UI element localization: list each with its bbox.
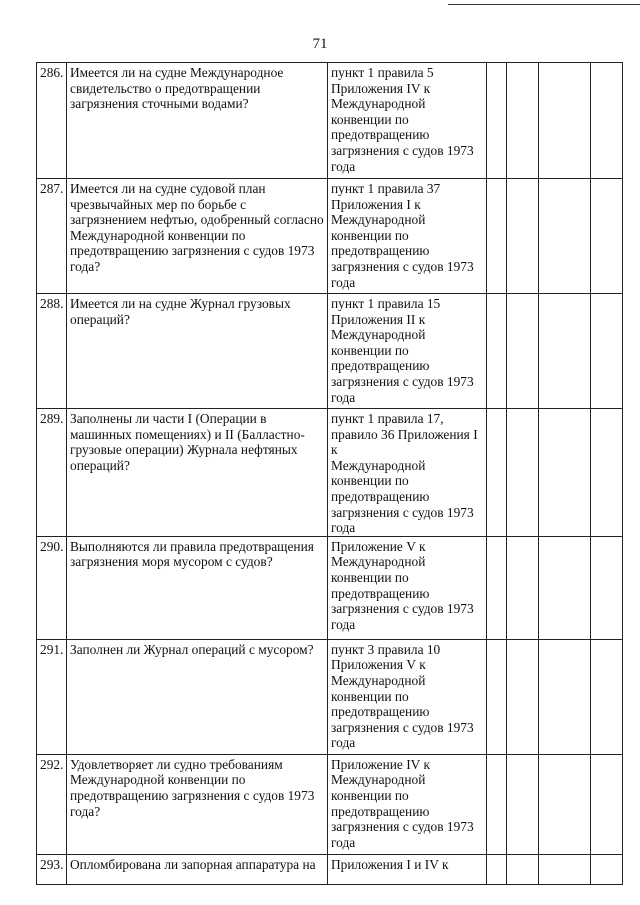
mark-cell [487, 854, 507, 884]
row-reference: пункт 1 правила 5 Приложения IV к Международной конвенции по предотвращению загрязнения с судов 1973 года [328, 63, 487, 179]
mark-cell [507, 409, 539, 537]
table-row [37, 639, 623, 754]
mark-cell [487, 294, 507, 409]
mark-cell [487, 179, 507, 294]
table-row [37, 294, 623, 409]
row-reference: Приложения I и IV к [328, 854, 487, 884]
row-question: Удовлетворяет ли судно требованиям Международной конвенции по предотвращению загрязнения с судов 1973 года? [67, 754, 328, 854]
row-number: 292. [37, 754, 67, 854]
table-row [37, 63, 623, 179]
row-question: Опломбирована ли запорная аппаратура на [67, 854, 328, 884]
row-reference: пункт 3 правила 10 Приложения V к Международной конвенции по предотвращению загрязнения с судов 1973 года [328, 639, 487, 754]
table-row [37, 179, 623, 294]
mark-cell [507, 854, 539, 884]
row-number: 288. [37, 294, 67, 409]
mark-cell [487, 639, 507, 754]
row-number: 287. [37, 179, 67, 294]
row-number: 286. [37, 63, 67, 179]
row-reference: пункт 1 правила 15 Приложения II к Международной конвенции по предотвращению загрязнения с судов 1973 года [328, 294, 487, 409]
mark-cell [591, 639, 623, 754]
mark-cell [539, 294, 591, 409]
row-reference: пункт 1 правила 17, правило 36 Приложения I к Международной конвенции по предотвращению загрязнения с судов 1973 года [328, 409, 487, 537]
mark-cell [507, 639, 539, 754]
mark-cell [487, 536, 507, 639]
table-row [37, 409, 623, 537]
mark-cell [591, 854, 623, 884]
mark-cell [487, 754, 507, 854]
mark-cell [487, 63, 507, 179]
mark-cell [539, 179, 591, 294]
mark-cell [591, 536, 623, 639]
row-number: 289. [37, 409, 67, 537]
checklist-table [36, 62, 623, 885]
row-reference: пункт 1 правила 37 Приложения I к Международной конвенции по предотвращению загрязнения с судов 1973 года [328, 179, 487, 294]
table-row [37, 754, 623, 854]
row-number: 290. [37, 536, 67, 639]
row-number: 293. [37, 854, 67, 884]
row-question: Имеется ли на судне Журнал грузовых операций? [67, 294, 328, 409]
mark-cell [507, 294, 539, 409]
row-question: Выполняются ли правила предотвращения загрязнения моря мусором с судов? [67, 536, 328, 639]
page-number: 71 [312, 36, 328, 52]
mark-cell [539, 854, 591, 884]
mark-cell [591, 294, 623, 409]
row-question: Заполнены ли части I (Операции в машинных помещениях) и II (Балластно-грузовые операции) Журнала нефтяных операций? [67, 409, 328, 537]
mark-cell [539, 63, 591, 179]
row-question: Имеется ли на судне Международное свидетельство о предотвращении загрязнения сточными водами? [67, 63, 328, 179]
row-question: Имеется ли на судне судовой план чрезвычайных мер по борьбе с загрязнением нефтью, одобренный согласно Международной конвенции по предотвращению загрязнения с судов 1973 года? [67, 179, 328, 294]
mark-cell [507, 63, 539, 179]
table-row [37, 536, 623, 639]
row-question: Заполнен ли Журнал операций с мусором? [67, 639, 328, 754]
mark-cell [487, 409, 507, 537]
row-reference: Приложение V к Международной конвенции по предотвращению загрязнения с судов 1973 года [328, 536, 487, 639]
mark-cell [591, 179, 623, 294]
mark-cell [591, 754, 623, 854]
mark-cell [539, 639, 591, 754]
row-reference: Приложение IV к Международной конвенции по предотвращению загрязнения с судов 1973 года [328, 754, 487, 854]
mark-cell [591, 63, 623, 179]
row-number: 291. [37, 639, 67, 754]
table-row [37, 854, 623, 884]
mark-cell [507, 754, 539, 854]
mark-cell [507, 536, 539, 639]
mark-cell [507, 179, 539, 294]
mark-cell [539, 754, 591, 854]
mark-cell [539, 536, 591, 639]
mark-cell [591, 409, 623, 537]
mark-cell [539, 409, 591, 537]
top-rule [448, 4, 640, 5]
